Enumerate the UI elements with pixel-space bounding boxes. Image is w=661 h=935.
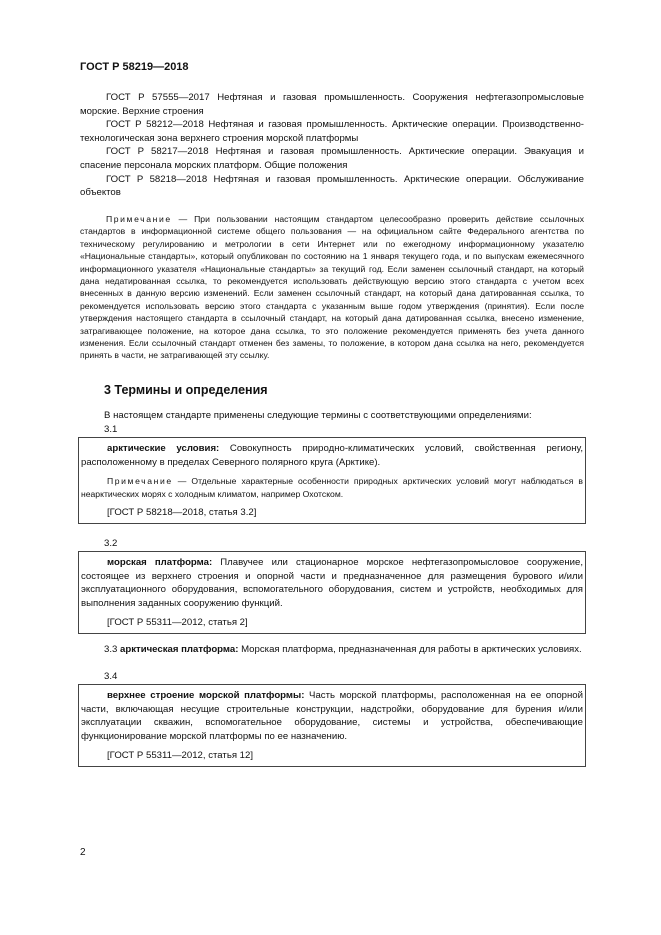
term-text: Совокупность природно-климатических условий, свойственная региону, расположенному в пределах Северного полярного круга (Арктике). bbox=[81, 443, 583, 468]
reference-item: ГОСТ Р 58217—2018 Нефтяная и газовая промышленность. Арктические операции. Эвакуация и спасение персонала морских платформ. Общие положения bbox=[80, 146, 584, 171]
term-text: Морская платформа, предназначенная для работы в арктических условиях. bbox=[238, 644, 582, 655]
term-box-3-1 bbox=[78, 437, 586, 524]
document-header: ГОСТ Р 58219—2018 bbox=[80, 61, 189, 73]
reference-item: ГОСТ Р 57555—2017 Нефтяная и газовая промышленность. Сооружения нефтегазопромысловые морские. Верхние строения bbox=[80, 92, 584, 117]
term-definition bbox=[81, 556, 583, 610]
term-note-label: Примечание bbox=[107, 476, 173, 487]
section-title: 3 Термины и определения bbox=[104, 383, 268, 397]
term-number: 3.4 bbox=[104, 671, 118, 682]
page-number: 2 bbox=[80, 847, 86, 858]
term-box-3-2 bbox=[78, 551, 586, 634]
term-definition bbox=[81, 442, 583, 469]
references-note bbox=[80, 213, 584, 362]
term-text: Плавучее или стационарное морское нефтегазопромысловое сооружение, состоящее из верхнего строения и опорной части и предназначенное для размещения бурового и/или эксплуатационного оборудования, вспомогательного оборудования, систем и устройств, необходимых для выполнения заданных сооружению функций. bbox=[81, 557, 583, 609]
reference-item: ГОСТ Р 58218—2018 Нефтяная и газовая промышленность. Арктические операции. Обслуживание объектов bbox=[80, 173, 584, 199]
term-box-3-4 bbox=[78, 684, 586, 767]
term-name: арктическая платформа: bbox=[120, 644, 239, 655]
term-source: [ГОСТ Р 55311—2012, статья 12] bbox=[107, 750, 254, 762]
term-source: [ГОСТ Р 58218—2018, статья 3.2] bbox=[107, 507, 257, 518]
term-name: морская платформа: bbox=[107, 557, 213, 568]
term-number: 3.2 bbox=[104, 538, 118, 549]
term-note bbox=[81, 475, 583, 500]
term-definition bbox=[81, 689, 583, 743]
reference-item: ГОСТ Р 58212—2018 Нефтяная и газовая промышленность. Арктические операции. Производственно-технологическая зона верхнего строения морской платформы bbox=[80, 119, 584, 144]
normative-references bbox=[80, 91, 584, 200]
term-note-text: — Отдельные характерные особенности природных арктических условий могут наблюдаться в неарктических морях с холодным климатом, например Охотском. bbox=[81, 476, 583, 499]
term-source: [ГОСТ Р 55311—2012, статья 2] bbox=[107, 617, 248, 629]
section-intro: В настоящем стандарте применены следующие термины с соответствующими определениями: bbox=[104, 410, 532, 421]
note-label: Примечание bbox=[106, 214, 172, 224]
term-name: арктические условия: bbox=[107, 443, 220, 454]
term-number: 3.3 bbox=[104, 644, 118, 655]
term-text: Часть морской платформы, расположенная на ее опорной части, включающая несущие строительные конструкции, надстройки, оборудование для бурения и/или эксплуатации скважин, вспомогательное оборудование, системы и устройства, обеспечивающие функционирование морской платформы по ее назначению. bbox=[81, 690, 583, 742]
term-name: верхнее строение морской платформы: bbox=[107, 690, 305, 701]
term-number: 3.1 bbox=[104, 424, 118, 435]
note-text: — При пользовании настоящим стандартом целесообразно проверить действие ссылочных стандартов в информационной системе общего пользования — на официальном сайте Федерального агентства по техническому регулированию и метрологии в сети Интернет или по ежегодному информационному указателю «Национальные стандарты», который опубликован по состоянию на 1 января текущего года, и по выпускам ежемесячного информационного указателя «Национальные стандарты» за текущий год. Если заменен ссылочный стандарт, на который дана недатированная ссылка, то рекомендуется использовать действующую версию этого стандарта с учетом всех внесенных в данную версию изменений. Если заменен ссылочный стандарт, на который дана датированная ссылка, то рекомендуется использовать версию этого стандарта с указанным выше годом утверждения (принятия). Если после утверждения настоящего стандарта в ссылочный стандарт, на который дана датированная ссылка, внесено изменение, затрагивающее положение, на которое дана ссылка, то это положение рекомендуется применять без учета данного изменения. Если ссылочный стандарт отменен без замены, то положение, в котором дана ссылка на него, рекомендуется принять в части, не затрагивающей эту ссылку. bbox=[80, 214, 584, 361]
term-3-3 bbox=[80, 643, 584, 657]
